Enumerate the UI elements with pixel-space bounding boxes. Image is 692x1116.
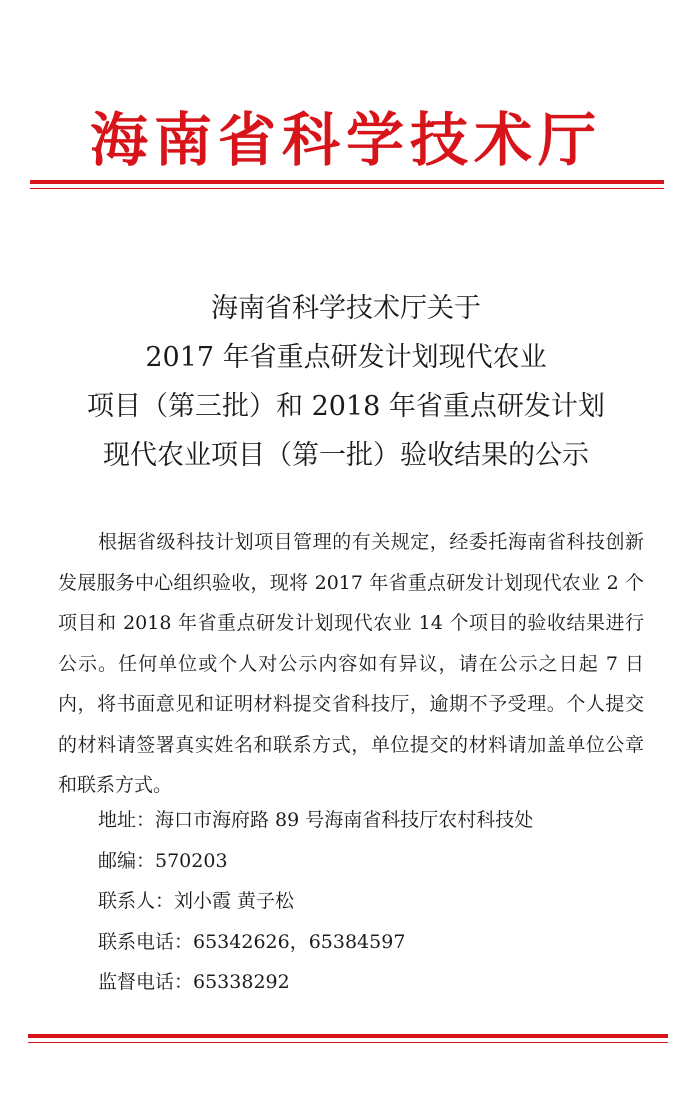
- body-paragraph: 根据省级科技计划项目管理的有关规定，经委托海南省科技创新发展服务中心组织验收，现将 2017 年省重点研发计划现代农业 2 个项目和 2018 年省重点研发计划现代农业 14 个项目的验收结果进行公示。任何单位或个人对公示内容如有异议，请在公示之日起 7 日内，将书面意见和证明材料提交省科技厅，逾期不予受理。个人提交的材料请签署真实姓名和联系方式，单位提交的材料请加盖单位公章和联系方式。: [58, 531, 644, 796]
- letterhead-org-name: 海南省科学技术厅: [89, 106, 602, 174]
- footer-red-rule-thick: [28, 1034, 668, 1038]
- document-title: [0, 284, 692, 480]
- contact-person: 联系人：刘小霞 黄子松: [98, 890, 295, 912]
- letterhead-red-rule-thick: [30, 180, 664, 184]
- title-line-4: 现代农业项目（第一批）验收结果的公示: [103, 440, 589, 471]
- contact-phone: 联系电话：65342626，65384597: [98, 930, 406, 953]
- contact-block: [98, 800, 658, 1003]
- contact-supervision-phone: 监督电话：65338292: [98, 971, 290, 993]
- title-line-1: 海南省科学技术厅关于: [211, 293, 481, 324]
- contact-postcode: 邮编：570203: [98, 849, 228, 872]
- contact-address: 地址：海口市海府路 89 号海南省科技厅农村科技处: [98, 809, 534, 831]
- footer-red-rule-thin: [28, 1042, 668, 1043]
- title-line-3: 项目（第三批）和 2018 年省重点研发计划: [87, 391, 605, 422]
- title-line-2: 2017 年省重点研发计划现代农业: [145, 342, 547, 373]
- letterhead-red-rule-thin: [30, 188, 664, 189]
